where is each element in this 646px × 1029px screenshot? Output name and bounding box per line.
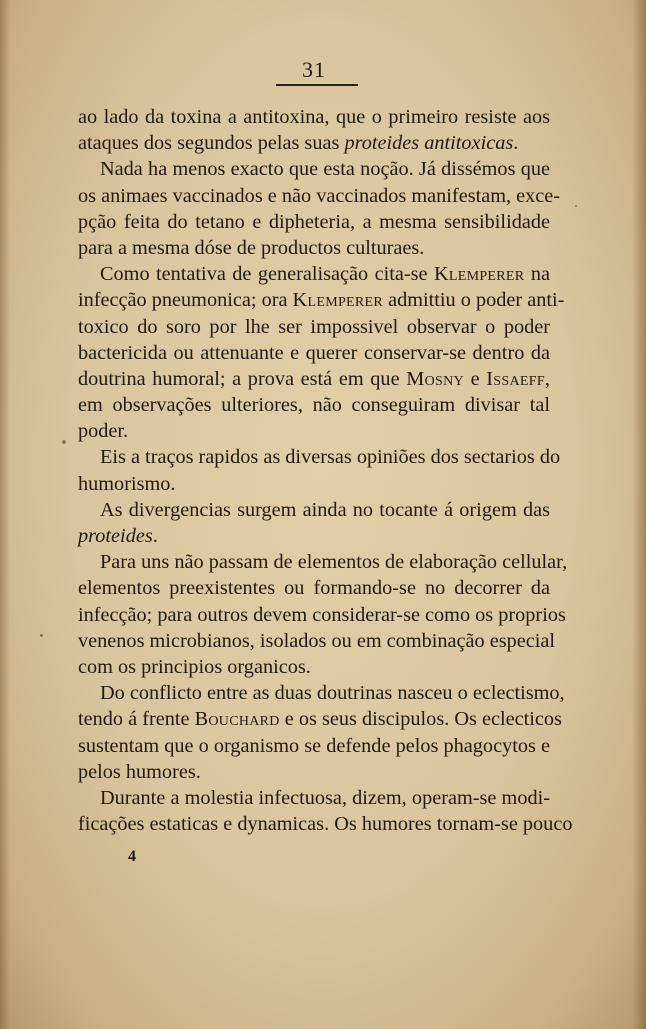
text-line: [78, 575, 550, 601]
text-line: [78, 314, 550, 340]
text-line: [78, 235, 550, 261]
header-rule: [276, 84, 358, 86]
text-segment: Nada ha menos exacto que esta noção. Já dissémos que: [100, 158, 550, 181]
text-segment: As divergencias surgem ainda no tocante á origem das: [100, 498, 550, 521]
text-segment: com os principios organicos.: [78, 655, 311, 678]
text-line: [78, 654, 550, 680]
text-segment: e os seus discipulos. Os eclecticos: [279, 708, 562, 731]
text-segment: e: [463, 367, 487, 390]
text-line: [78, 287, 565, 313]
text-segment: pelos humores.: [78, 760, 201, 783]
text-segment: ficações estaticas e dynamicas. Os humores tornam-se pouco: [78, 813, 573, 836]
text-line: [78, 733, 550, 759]
text-line: [78, 523, 550, 549]
text-segment: Do conflicto entre as duas doutrinas nasceu o eclectismo,: [100, 682, 565, 705]
text-line: [78, 759, 550, 785]
text-segment: .: [513, 132, 519, 155]
text-line: [78, 549, 568, 575]
text-segment: pção feita do tetano e dipheteria, a mesma sensibilidade: [78, 210, 550, 233]
text-segment: venenos microbianos, isolados ou em combinação especial: [78, 629, 556, 652]
signature-mark: 4: [128, 848, 136, 865]
text-segment: Como tentativa de generalisação cita-se: [100, 263, 434, 286]
text-segment: elementos preexistentes ou formando-se no decorrer da: [78, 577, 550, 600]
text-line: [78, 471, 550, 497]
text-line: [78, 628, 556, 654]
text-segment: Para uns não passam de elementos de elaboração cellular,: [100, 551, 568, 574]
text-segment: sustentam que o organismo se defende pelos phagocytos e: [78, 734, 550, 757]
text-line: [78, 209, 550, 235]
paper-speck: [575, 205, 577, 207]
text-segment: humorismo.: [78, 472, 176, 495]
text-segment: infecção; para outros devem considerar-se como os proprios: [78, 603, 566, 626]
text-segment: ao lado da toxina a antitoxina, que o primeiro resiste aos: [78, 106, 550, 128]
text-line: [78, 497, 550, 523]
text-segment: ataques dos segundos pelas suas: [78, 132, 345, 155]
text-line: [78, 340, 550, 366]
text-segment: ,: [544, 367, 550, 390]
page-edge-shadow-left: [0, 0, 10, 1029]
italic-term: proteides: [78, 525, 153, 547]
text-segment: bactericida ou attenuante e querer conservar-se dentro da: [78, 341, 550, 364]
paper-speck: [40, 634, 43, 637]
text-line: [78, 811, 573, 837]
text-segment: admittiu o poder anti-: [383, 289, 565, 312]
text-segment: Durante a molestia infectuosa, dizem, operam-se modi-: [100, 786, 550, 809]
text-segment: doutrina humoral; a prova está em que: [78, 367, 407, 390]
text-line: [78, 366, 550, 392]
text-line: [78, 785, 550, 811]
text-line: [78, 418, 550, 444]
text-segment: em observações ulteriores, não conseguiram divisar tal: [78, 394, 550, 417]
italic-term: proteides antitoxicas: [344, 132, 514, 155]
text-line: [78, 130, 550, 156]
author-name: Bouchard: [194, 708, 280, 731]
text-line: [78, 706, 562, 732]
author-name: Klemperer: [292, 289, 384, 312]
text-segment: poder.: [78, 420, 129, 443]
text-line: [78, 444, 561, 470]
paper-speck: [62, 440, 66, 444]
page-number: 31: [302, 57, 326, 82]
author-name: Mosny: [406, 367, 464, 390]
text-line: [78, 261, 550, 287]
text-line: [78, 156, 550, 182]
page-edge-shadow-right: [632, 0, 646, 1029]
text-segment: infecção pneumonica; ora: [78, 289, 293, 312]
text-segment: tendo á frente: [78, 708, 195, 731]
author-name: Klemperer: [433, 263, 525, 286]
text-segment: toxico do soro por lhe ser impossivel observar o poder: [78, 315, 550, 338]
text-line: [78, 602, 566, 628]
text-segment: os animaes vaccinados e não vaccinados manifestam, exce-: [78, 184, 561, 207]
text-segment: na: [524, 263, 550, 286]
text-segment: para a mesma dóse de productos culturaes.: [78, 236, 425, 259]
text-segment: Eis a traços rapidos as diversas opiniões dos sectarios do: [100, 446, 561, 469]
author-name: Issaeff: [486, 367, 545, 390]
text-line: [78, 680, 565, 706]
text-line: [78, 104, 550, 130]
text-line: [78, 183, 561, 209]
text-line: [78, 392, 550, 418]
text-segment: .: [152, 525, 158, 547]
body-text: [78, 104, 573, 837]
